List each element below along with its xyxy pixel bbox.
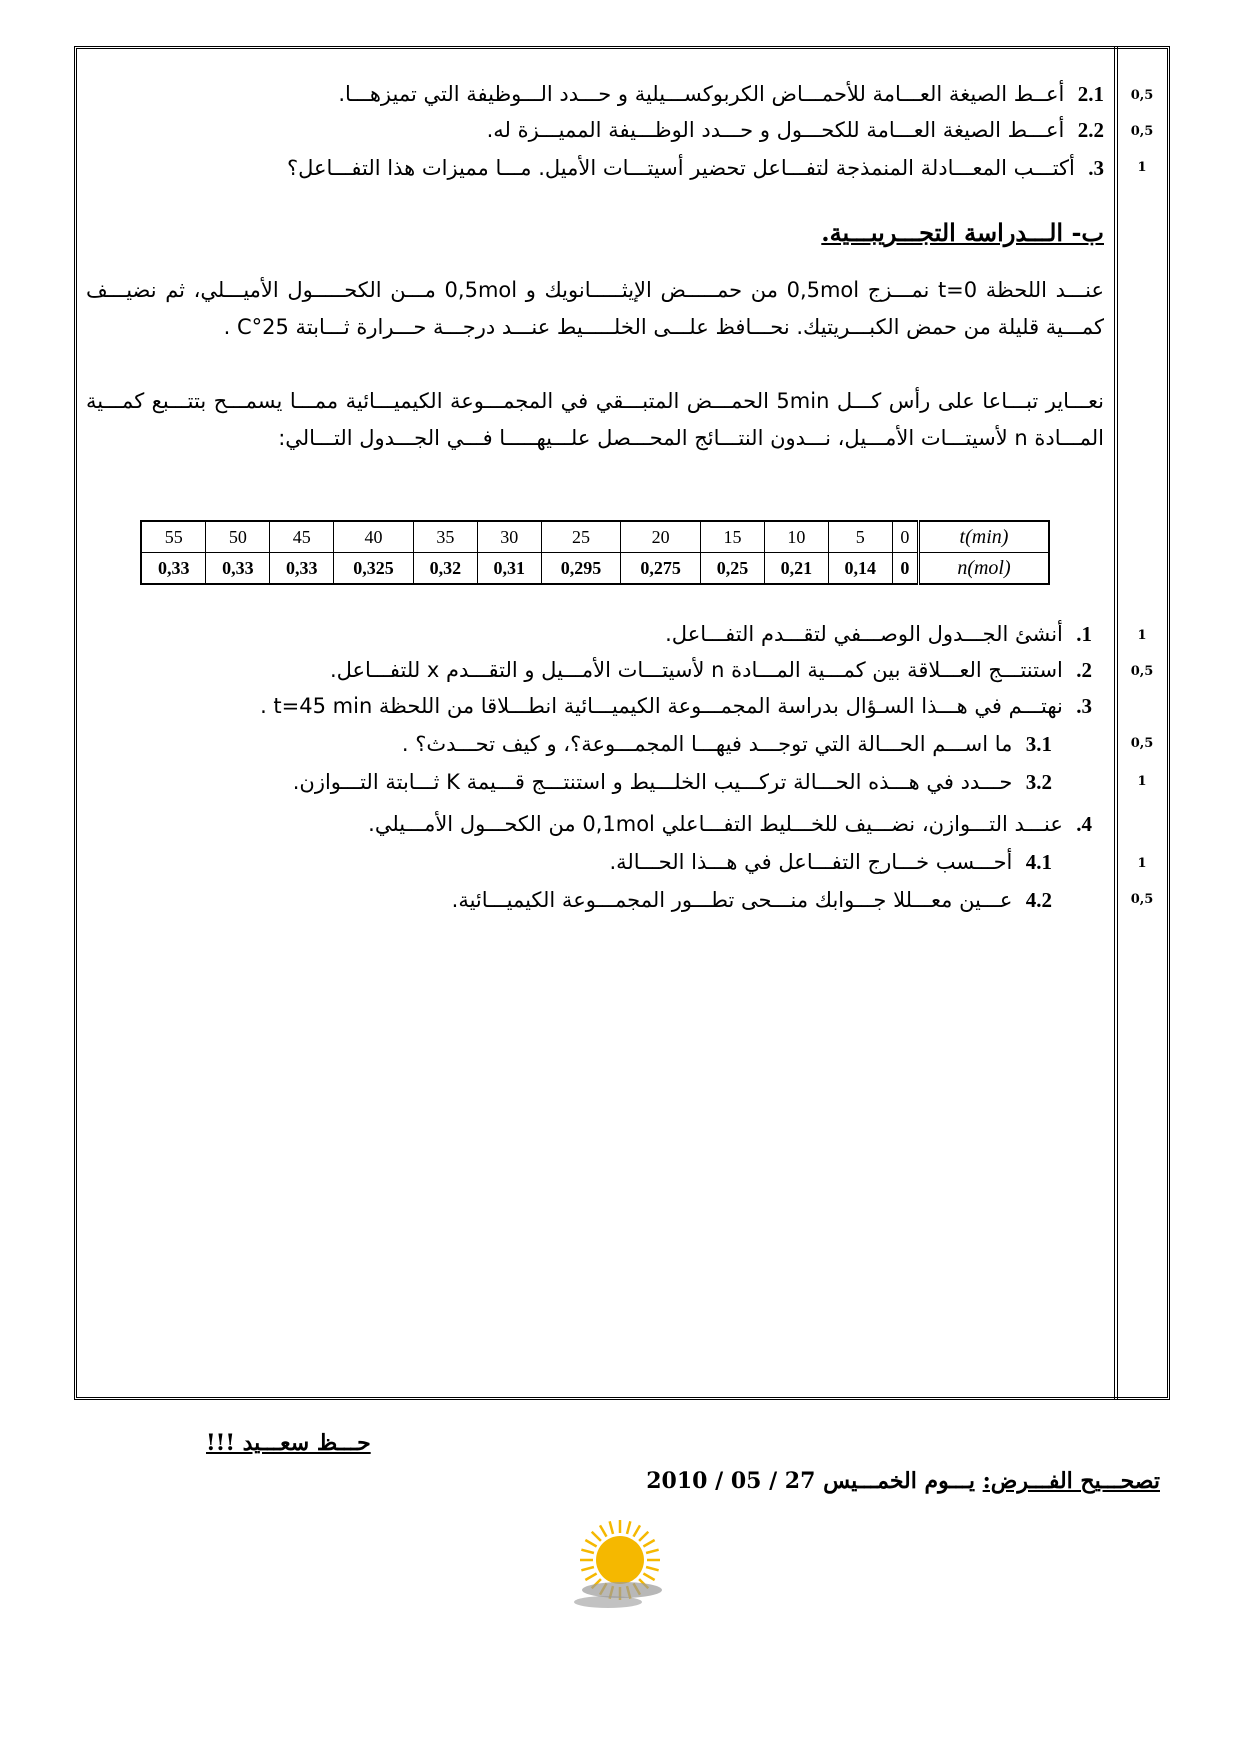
sun-ray bbox=[643, 1574, 654, 1581]
question-4-1: 4.1 أحـــسب خـــارج التفـــاعل في هـــذا الحـــالة. bbox=[609, 850, 1052, 874]
mark-q31: 0,5 bbox=[1130, 736, 1154, 751]
question-3-2: 3.2 حـــدد في هـــذه الحـــالة تركـــيب الخلـــيط و استنتـــج قـــيمة K ثـــابتة التـــوازن. bbox=[292, 770, 1052, 794]
table-cell: 0,295 bbox=[541, 553, 621, 585]
mark-q21: 0,5 bbox=[1130, 88, 1154, 103]
table-cell: 30 bbox=[477, 521, 541, 553]
question-4-2: 4.2 عـــين معـــللا جـــوابك منـــحى تطـــور المجمـــوعة الكيميـــائية. bbox=[451, 888, 1052, 912]
table-cell: 0 bbox=[892, 521, 918, 553]
table-cell: 50 bbox=[206, 521, 270, 553]
table-cell: 0,275 bbox=[621, 553, 701, 585]
table-cell: 0 bbox=[892, 553, 918, 585]
table-cell: 0,33 bbox=[270, 553, 334, 585]
table-cell: 0,21 bbox=[764, 553, 828, 585]
correction-label: تصحـــيح الفـــرض: bbox=[982, 1468, 1160, 1494]
sun-ray bbox=[581, 1567, 594, 1570]
sun-ray bbox=[585, 1540, 596, 1547]
table-cell: 10 bbox=[764, 521, 828, 553]
mark-q41: 1 bbox=[1137, 856, 1147, 871]
mark-q2: 0,5 bbox=[1130, 664, 1154, 679]
sun-ray bbox=[634, 1525, 641, 1536]
mark-q22: 0,5 bbox=[1130, 124, 1154, 139]
sun-ray bbox=[610, 1521, 613, 1534]
results-table bbox=[140, 520, 1050, 585]
table-cell: 25 bbox=[541, 521, 621, 553]
section-heading-experimental: ب- الـــدراسة التجـــريبـــية. bbox=[821, 218, 1104, 247]
sun-ray bbox=[581, 1550, 594, 1553]
correction-date-line bbox=[646, 1468, 1160, 1494]
table-cell: 15 bbox=[701, 521, 765, 553]
table-header-amount: n(mol) bbox=[919, 553, 1050, 585]
question-2: 2. استنتـــج العـــلاقة بين كمـــية المـــادة n لأسيتـــات الأمـــيل و التقـــدم x للتفـــاعل. bbox=[329, 658, 1092, 682]
question-3-equation: 3. أكتـــب المعـــادلة المنمذجة لتفـــاعل تحضير أسيتـــات الأميل. مـــا مميزات هذا التفـــاعل؟ bbox=[286, 156, 1104, 180]
table-cell: 0,14 bbox=[828, 553, 892, 585]
table-header-time: t(min) bbox=[919, 521, 1050, 553]
sun-ray bbox=[639, 1532, 648, 1541]
table-cell: 35 bbox=[413, 521, 477, 553]
question-3: 3. نهتـــم في هـــذا السـؤال بدراسة المجمـــوعة الكيميـــائية انطـــلاقا من اللحظة t=45 min . bbox=[260, 694, 1092, 718]
table-cell: 0,325 bbox=[334, 553, 414, 585]
paragraph-setup: عنـــد اللحظة t=0 نمـــزج 0,5mol من حمـــــض الإيثـــــانويك و 0,5mol مـــن الكحـــــول الأميـــلي، ثم نضيـــف كمـــية قليلة من حمض الكبـــريتيك. نحـــافظ علـــى الخلـــــيط عنـــد درجـــة حـــرارة ثـــابتة 25°C . bbox=[86, 278, 1104, 339]
question-2-2: 2.2 أعـــط الصيغة العـــامة للكحـــول و حـــدد الوظـــيفة المميـــزة له. bbox=[486, 118, 1104, 142]
paragraph-titration: نعـــاير تبـــاعا على رأس كـــل 5min الحمـــض المتبـــقي في المجمـــوعة الكيميـــائية ممـــا يسمـــح بتتـــبع كمـــية المـــادة n لأسيتـــات الأمـــيل، نـــدون النتـــائج المحـــصل علـــيهـــــا فـــي الجـــدول التـــالي: bbox=[86, 389, 1104, 450]
sun-ray bbox=[600, 1525, 607, 1536]
sun-ray bbox=[643, 1540, 654, 1547]
sun-ray bbox=[592, 1532, 601, 1541]
table-row-time bbox=[141, 521, 1049, 553]
table-cell: 0,32 bbox=[413, 553, 477, 585]
mark-q42: 0,5 bbox=[1130, 892, 1154, 907]
table-row-amount bbox=[141, 553, 1049, 585]
exam-frame bbox=[74, 46, 1170, 1400]
table-cell: 0,33 bbox=[206, 553, 270, 585]
question-1: 1. أنشئ الجـــدول الوصـــفي لتقـــدم التفـــاعل. bbox=[665, 622, 1092, 646]
sun-ray bbox=[627, 1521, 630, 1534]
mark-q1: 1 bbox=[1137, 628, 1147, 643]
table-cell: 55 bbox=[141, 521, 206, 553]
exam-date: يـــوم الخمـــيس 27 / 05 / 2010 bbox=[646, 1468, 975, 1494]
sun-ray bbox=[646, 1550, 659, 1553]
sun-ray bbox=[646, 1567, 659, 1570]
table-cell: 0,31 bbox=[477, 553, 541, 585]
table-cell: 5 bbox=[828, 521, 892, 553]
sun-ray bbox=[585, 1574, 596, 1581]
question-3-1: 3.1 ما اســـم الحـــالة التي توجـــد فيهـــا المجمـــوعة؟، و كيف تحـــدث؟ . bbox=[401, 732, 1052, 756]
sun-cloud-icon bbox=[560, 1510, 680, 1620]
marks-column-divider bbox=[1114, 46, 1118, 1400]
good-luck-text: حـــظ سعـــيد !!! bbox=[206, 1430, 371, 1456]
mark-q32: 1 bbox=[1137, 774, 1147, 789]
table-cell: 20 bbox=[621, 521, 701, 553]
table-cell: 40 bbox=[334, 521, 414, 553]
table-cell: 45 bbox=[270, 521, 334, 553]
mark-q3a: 1 bbox=[1137, 160, 1147, 175]
table-cell: 0,33 bbox=[141, 553, 206, 585]
table-cell: 0,25 bbox=[701, 553, 765, 585]
question-4: 4. عنـــد التـــوازن، نضـــيف للخـــليط التفـــاعلي 0,1mol من الكحـــول الأمـــيلي. bbox=[368, 812, 1092, 836]
question-2-1: 2.1 أعــط الصيغة العـــامة للأحمـــاض الكربوكســـيلية و حـــدد الـــوظيفة التي تميزهـــا. bbox=[338, 82, 1104, 106]
